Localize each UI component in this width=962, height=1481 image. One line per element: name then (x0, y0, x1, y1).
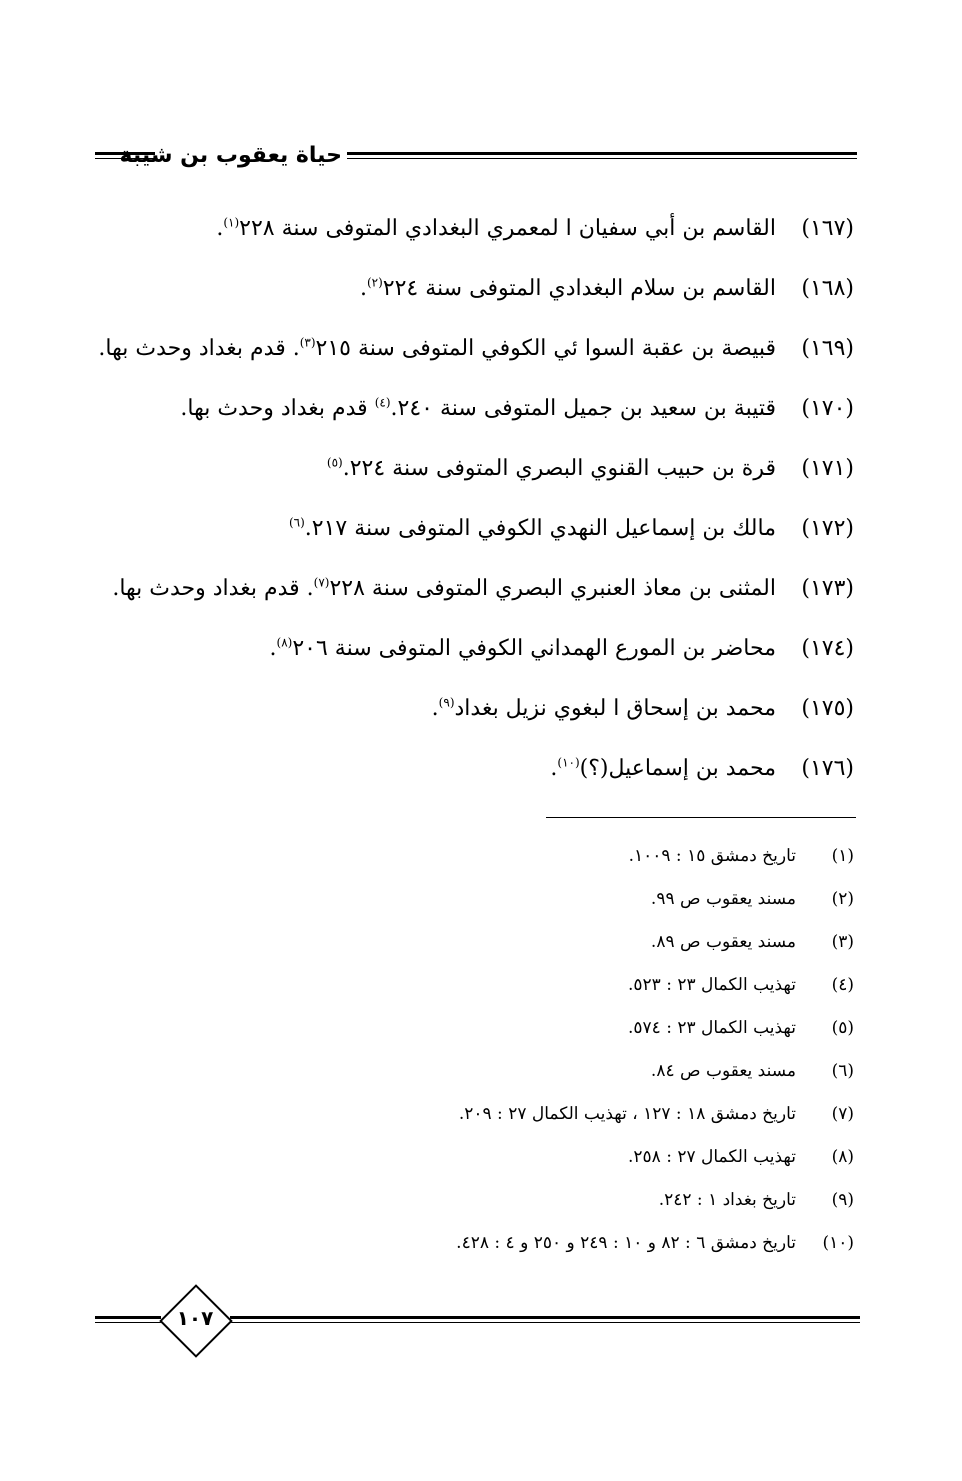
footnote-number: (٥) (831, 1018, 854, 1038)
footnote-number: (١٠) (822, 1233, 854, 1253)
entry-number: (١٧١) (801, 456, 854, 481)
entry-text: محمد بن إسحاق ا لبغوي نزيل بغداد$^{(٩)}$. (431, 695, 776, 721)
entry-172 (289, 507, 854, 551)
entry-175 (432, 687, 854, 731)
footnote-ref: (٩) (438, 695, 455, 710)
footnote-2 (651, 881, 854, 917)
footnote-text: تاريخ دمشق ١٥ : ١٠٠٩. (628, 846, 796, 866)
entry-text: قرة بن حبيب القنوي البصري المتوفى سنة ٢٢٤.$^{(٥)}$ (326, 455, 776, 481)
footnote-text: تهذيب الكمال ٢٣ : ٥٧٤. (628, 1018, 796, 1038)
entry-text: قبيصة بن عقبة السوا ئي الكوفي المتوفى سنة ٢١٥$^{(٣)}$. قدم بغداد وحدث بها. (98, 335, 776, 361)
entry-176 (550, 747, 854, 791)
entry-text: محمد بن إسماعيل(؟)$^{(١٠)}$. (550, 755, 776, 781)
footer-rule-left (95, 1316, 161, 1323)
entry-text: محاضر بن المورع الهمداني الكوفي المتوفى سنة ٢٠٦$^{(٨)}$. (269, 635, 776, 661)
entry-170 (180, 387, 854, 431)
footnote-ref: (٣) (299, 335, 316, 350)
footnote-5 (628, 1010, 854, 1046)
footnote-separator (546, 817, 856, 818)
entry-173 (112, 567, 854, 611)
footer-rule-right (230, 1316, 860, 1323)
footnote-text: تاريخ دمشق ١٨ : ١٢٧ ، تهذيب الكمال ٢٧ : ٢٠٩. (458, 1104, 796, 1124)
entry-number: (١٦٧) (801, 216, 854, 241)
footnote-ref: (٢) (366, 275, 383, 290)
footnote-ref: (١) (223, 215, 240, 230)
entry-174 (270, 627, 855, 671)
footnote-ref: (٥) (326, 455, 343, 470)
footnote-6 (651, 1053, 854, 1089)
entry-number: (١٧٦) (801, 756, 854, 781)
footnote-9 (659, 1182, 854, 1218)
footnote-text: مسند يعقوب ص ٨٩. (650, 932, 796, 952)
entry-number: (١٧٤) (801, 636, 854, 661)
footnote-number: (٦) (831, 1061, 854, 1081)
header-rule-left (95, 152, 155, 159)
entry-168 (360, 267, 854, 311)
footnote-number: (٩) (831, 1190, 854, 1210)
footnote-1 (629, 838, 854, 874)
footnote-number: (٢) (831, 889, 854, 909)
running-header-title: حياة يعقوب بن شيبة (119, 143, 342, 168)
entry-171 (327, 447, 854, 491)
footnote-text: مسند يعقوب ص ٩٩. (650, 889, 796, 909)
footnote-number: (٤) (831, 975, 854, 995)
entry-169 (98, 327, 854, 371)
entry-number: (١٧٣) (801, 576, 854, 601)
footnote-ref: (٦) (288, 515, 305, 530)
entry-number: (١٦٨) (801, 276, 854, 301)
entry-167 (216, 207, 854, 251)
footnote-text: تهذيب الكمال ٢٣ : ٥٢٣. (628, 975, 796, 995)
footnote-text: تاريخ بغداد ١ : ٢٤٢. (658, 1190, 796, 1210)
footnote-number: (٧) (831, 1104, 854, 1124)
footnote-8 (628, 1139, 854, 1175)
footnote-text: مسند يعقوب ص ٨٤. (650, 1061, 796, 1081)
footnote-number: (٨) (831, 1147, 854, 1167)
entry-text: مالك بن إسماعيل النهدي الكوفي المتوفى سنة ٢١٧.$^{(٦)}$ (288, 515, 776, 541)
footnote-number: (٣) (831, 932, 854, 952)
footnote-10 (456, 1225, 854, 1261)
entry-number: (١٧٠) (801, 396, 854, 421)
footnote-ref: (٤) (374, 395, 391, 410)
footnote-text: تهذيب الكمال ٢٧ : ٢٥٨. (628, 1147, 796, 1167)
footnote-ref: (٧) (313, 575, 330, 590)
footnote-3 (651, 924, 854, 960)
entry-text: القاسم بن سلام البغدادي المتوفى سنة ٢٢٤$^{(٢)}$. (359, 275, 776, 301)
footnote-ref: (١٠) (557, 755, 580, 770)
entry-text: المثنى بن معاذ العنبري البصري المتوفى سنة ٢٢٨$^{(٧)}$. قدم بغداد وحدث بها. (112, 575, 776, 601)
entry-text: القاسم بن أبي سفيان ا لمعمري البغدادي المتوفى سنة ٢٢٨$^{(١)}$. (216, 215, 776, 241)
footnote-number: (١) (831, 846, 854, 866)
entry-number: (١٧٥) (801, 696, 854, 721)
entry-number: (١٦٩) (801, 336, 854, 361)
entry-text: قتيبة بن سعيد بن جميل المتوفى سنة ٢٤٠.$^{(٤)}$ قدم بغداد وحدث بها. (180, 395, 776, 421)
footnote-ref: (٨) (276, 635, 293, 650)
footnote-text: تاريخ دمشق ٦ : ٨٢ و ١٠ : ٢٤٩ و ٢٥٠ و ٤ : ٤٢٨. (456, 1233, 796, 1253)
page-number: ١٠٧ (176, 1306, 214, 1330)
entry-number: (١٧٢) (801, 516, 854, 541)
footnote-7 (459, 1096, 854, 1132)
footnote-4 (628, 967, 854, 1003)
header-rule-right (347, 152, 857, 159)
